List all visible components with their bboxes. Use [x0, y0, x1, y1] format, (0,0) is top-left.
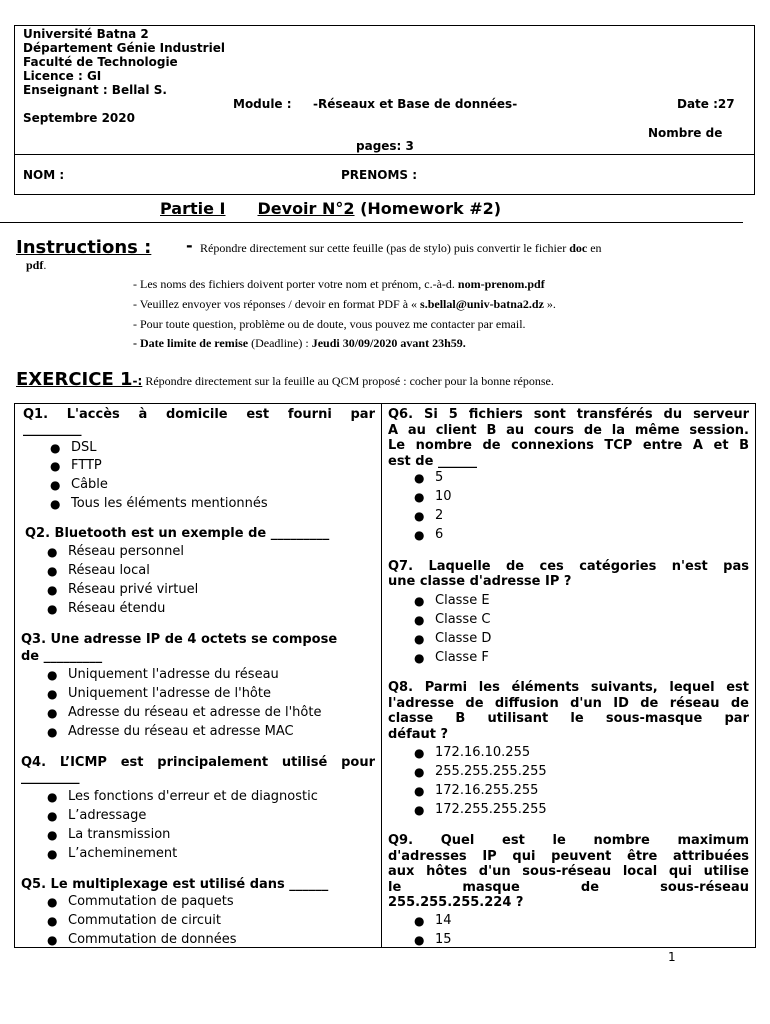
bullet-icon: ● [47, 914, 58, 928]
licence-label: Licence : GI [23, 69, 102, 83]
option-label: La transmission [68, 827, 171, 842]
question-text: Q2. Bluetooth est un exemple de _________ [25, 526, 330, 541]
option-label: 6 [435, 527, 444, 542]
option-item[interactable] [47, 931, 237, 950]
option-item[interactable] [47, 723, 294, 742]
question-text: aux hôtes d'un sous-réseau local qui utilise [388, 864, 749, 879]
bullet-icon: ● [47, 545, 58, 559]
bullet-icon: ● [47, 564, 58, 578]
bullet-icon: ● [50, 441, 61, 455]
option-item[interactable] [47, 912, 221, 931]
option-label: 172.255.255.255 [435, 802, 547, 817]
option-label: Uniquement l'adresse de l'hôte [68, 686, 271, 701]
instruction-line-3 [133, 297, 556, 312]
title-devoir: Devoir N°2 [257, 199, 355, 218]
option-item[interactable] [414, 912, 452, 931]
option-label: Adresse du réseau et adresse de l'hôte [68, 705, 322, 720]
title-homework: (Homework #2) [354, 199, 502, 218]
option-item[interactable] [50, 457, 102, 476]
instruction-line-1-end: en [587, 241, 602, 255]
question-text: 255.255.255.224 ? [388, 895, 524, 910]
option-label: 14 [435, 913, 452, 928]
instruction-line-5 [133, 336, 466, 351]
department-label: Département Génie Industriel [23, 41, 225, 55]
option-label: Réseau personnel [68, 544, 184, 559]
pages-value: pages: 3 [356, 139, 414, 153]
instruction-pdf-word: pdf [26, 258, 44, 272]
option-label: 172.16.255.255 [435, 783, 539, 798]
instruction-line-2 [133, 277, 545, 292]
page-number: 1 [668, 950, 676, 964]
qcm-column-divider [381, 404, 382, 947]
question-blank: _________ [23, 422, 82, 437]
question-text: Q3. Une adresse IP de 4 octets se compose [21, 632, 338, 647]
option-item[interactable] [47, 562, 150, 581]
module-label: Module : [233, 97, 292, 111]
nom-label: NOM : [23, 168, 65, 182]
instruction-email: s.bellal@univ-batna2.dz [420, 297, 544, 311]
bullet-icon: ● [414, 632, 425, 646]
option-item[interactable] [47, 685, 271, 704]
question-text: Q7. Laquelle de ces catégories n'est pas [388, 559, 749, 574]
option-label: 5 [435, 470, 444, 485]
header-divider [15, 154, 754, 155]
question-text: défaut ? [388, 726, 449, 742]
question-text: Q5. Le multiplexage est utilisé dans ______ [21, 877, 329, 892]
option-item[interactable] [414, 801, 547, 820]
bullet-icon: ● [414, 651, 425, 665]
instruction-line-3-text: - Veuillez envoyer vos réponses / devoir en format PDF à « [133, 297, 421, 311]
bullet-icon: ● [414, 613, 425, 627]
instruction-line-2-text: - Les noms des fichiers doivent porter votre nom et prénom, c.-à-d. [133, 277, 458, 291]
option-label: Réseau local [68, 563, 150, 578]
option-label: L’adressage [68, 808, 147, 823]
question-text: A au client B au cours de la même session. [388, 422, 749, 438]
header-box [14, 25, 755, 195]
option-label: Commutation de données [68, 932, 237, 947]
teacher-label: Enseignant : Bellal S. [23, 83, 167, 97]
exercise-title-suffix: -: [132, 374, 143, 388]
option-item[interactable] [414, 931, 452, 950]
bullet-icon: ● [50, 459, 61, 473]
exercise-subtitle: Répondre directement sur la feuille au QCM proposé : cocher pour la bonne réponse. [142, 374, 554, 388]
option-label: 10 [435, 489, 452, 504]
option-label: Commutation de paquets [68, 894, 234, 909]
question-text: le masque de sous-réseau [388, 879, 749, 895]
option-label: Classe C [435, 612, 491, 627]
option-item[interactable] [414, 469, 444, 488]
instruction-period: . [43, 258, 47, 272]
bullet-icon: ● [414, 765, 425, 779]
bullet-icon: ● [414, 746, 425, 760]
option-item[interactable] [50, 439, 97, 458]
title-divider [0, 222, 743, 223]
bullet-icon: ● [47, 895, 58, 909]
instruction-deadline-date: Jeudi 30/09/2020 avant 23h59. [311, 336, 466, 350]
bullet-icon: ● [414, 933, 425, 947]
option-item[interactable] [47, 845, 178, 864]
module-name: -Réseaux et Base de données- [313, 97, 518, 111]
option-item[interactable] [47, 666, 279, 685]
instructions-heading: Instructions : [16, 237, 152, 258]
bullet-icon: ● [47, 668, 58, 682]
instruction-line-1 [200, 241, 602, 256]
option-item[interactable] [414, 782, 539, 801]
bullet-icon: ● [47, 583, 58, 597]
question-blank: de _________ [21, 649, 103, 664]
option-item[interactable] [414, 649, 489, 668]
option-label: L’acheminement [68, 846, 178, 861]
option-label: Commutation de circuit [68, 913, 221, 928]
prenoms-label: PRENOMS : [341, 168, 418, 182]
bullet-icon: ● [47, 602, 58, 616]
option-label: Classe F [435, 650, 489, 665]
option-item[interactable] [47, 543, 184, 562]
bullet-icon: ● [414, 594, 425, 608]
pages-label: Nombre de [648, 126, 723, 140]
option-item[interactable] [414, 763, 547, 782]
instruction-line-5-dash: - [133, 336, 140, 350]
option-item[interactable] [414, 507, 444, 526]
question-text: l'adresse de diffusion d'un ID de réseau de [388, 695, 749, 711]
question-text: Q9. Quel est le nombre maximum [388, 833, 749, 848]
option-label: 172.16.10.255 [435, 745, 531, 760]
bullet-icon: ● [47, 687, 58, 701]
option-label: FTTP [71, 458, 102, 473]
qcm-table [14, 403, 756, 948]
option-label: DSL [71, 440, 97, 455]
bullet-icon: ● [414, 784, 425, 798]
question-blank: _________ [21, 770, 80, 785]
option-label: Classe E [435, 593, 490, 608]
bullet-icon: ● [414, 803, 425, 817]
instruction-filename: nom-prenom.pdf [457, 277, 545, 291]
bullet-icon: ● [47, 933, 58, 947]
bullet-icon: ● [414, 471, 425, 485]
option-label: Réseau étendu [68, 601, 166, 616]
option-item[interactable] [414, 630, 492, 649]
option-item[interactable] [47, 807, 147, 826]
option-item[interactable] [47, 581, 199, 600]
option-item[interactable] [47, 788, 318, 807]
option-item[interactable] [414, 744, 531, 763]
bullet-icon: ● [414, 914, 425, 928]
title-partie: Partie I [160, 199, 226, 218]
option-label: Câble [71, 477, 108, 492]
question-text: d'adresses IP qui peuvent être attribuées [388, 848, 749, 864]
instruction-line-1-cont [26, 258, 46, 273]
instruction-line-1-text: Répondre directement sur cette feuille (pas de stylo) puis convertir le fichier [200, 241, 570, 255]
instruction-line-3-end: ». [543, 297, 556, 311]
date-continued: Septembre 2020 [23, 111, 135, 125]
question-text: Q6. Si 5 fichiers sont transférés du serveur [388, 407, 749, 422]
exercise-title: EXERCICE 1 [16, 369, 133, 390]
option-item[interactable] [414, 592, 490, 611]
option-item[interactable] [47, 893, 234, 912]
question-text: Q8. Parmi les éléments suivants, lequel est [388, 680, 749, 695]
option-item[interactable] [50, 476, 108, 495]
option-label: 255.255.255.255 [435, 764, 547, 779]
option-label: 15 [435, 932, 452, 947]
option-item[interactable] [414, 526, 444, 545]
bullet-icon: ● [47, 706, 58, 720]
instruction-line-4: - Pour toute question, problème ou de doute, vous pouvez me contacter par email. [133, 317, 526, 331]
option-item[interactable] [47, 600, 166, 619]
option-label: 2 [435, 508, 444, 523]
instructions-dash: - [186, 236, 193, 255]
document-title [160, 199, 501, 218]
option-item[interactable] [47, 826, 171, 845]
option-label: Tous les éléments mentionnés [71, 496, 268, 511]
option-label: Classe D [435, 631, 492, 646]
bullet-icon: ● [414, 528, 425, 542]
bullet-icon: ● [47, 809, 58, 823]
option-label: Adresse du réseau et adresse MAC [68, 724, 294, 739]
instruction-deadline-paren: (Deadline) : [248, 336, 312, 350]
exercise-heading [16, 369, 554, 390]
question-text: une classe d'adresse IP ? [388, 574, 572, 589]
faculty-label: Faculté de Technologie [23, 55, 178, 69]
question-text: classe B utilisant le sous-masque par [388, 711, 749, 726]
bullet-icon: ● [47, 725, 58, 739]
option-item[interactable] [414, 488, 452, 507]
bullet-icon: ● [47, 790, 58, 804]
instruction-line-1-bold: doc [569, 241, 588, 255]
bullet-icon: ● [414, 490, 425, 504]
question-blank: est de ______ [388, 453, 477, 469]
question-text: Q4. L’ICMP est principalement utilisé pour [21, 755, 375, 770]
option-label: Uniquement l'adresse du réseau [68, 667, 279, 682]
bullet-icon: ● [47, 847, 58, 861]
bullet-icon: ● [47, 828, 58, 842]
option-label: Les fonctions d'erreur et de diagnostic [68, 789, 318, 804]
university-label: Université Batna 2 [23, 27, 149, 41]
question-text: Le nombre de connexions TCP entre A et B [388, 438, 749, 453]
option-item[interactable] [47, 704, 322, 723]
bullet-icon: ● [414, 509, 425, 523]
bullet-icon: ● [50, 478, 61, 492]
date-label: Date :27 [677, 97, 735, 111]
option-label: Réseau privé virtuel [68, 582, 199, 597]
question-text: Q1. L'accès à domicile est fourni par [23, 407, 375, 422]
option-item[interactable] [414, 611, 491, 630]
option-item[interactable] [50, 495, 268, 514]
instruction-deadline-label: Date limite de remise [140, 336, 249, 350]
bullet-icon: ● [50, 497, 61, 511]
